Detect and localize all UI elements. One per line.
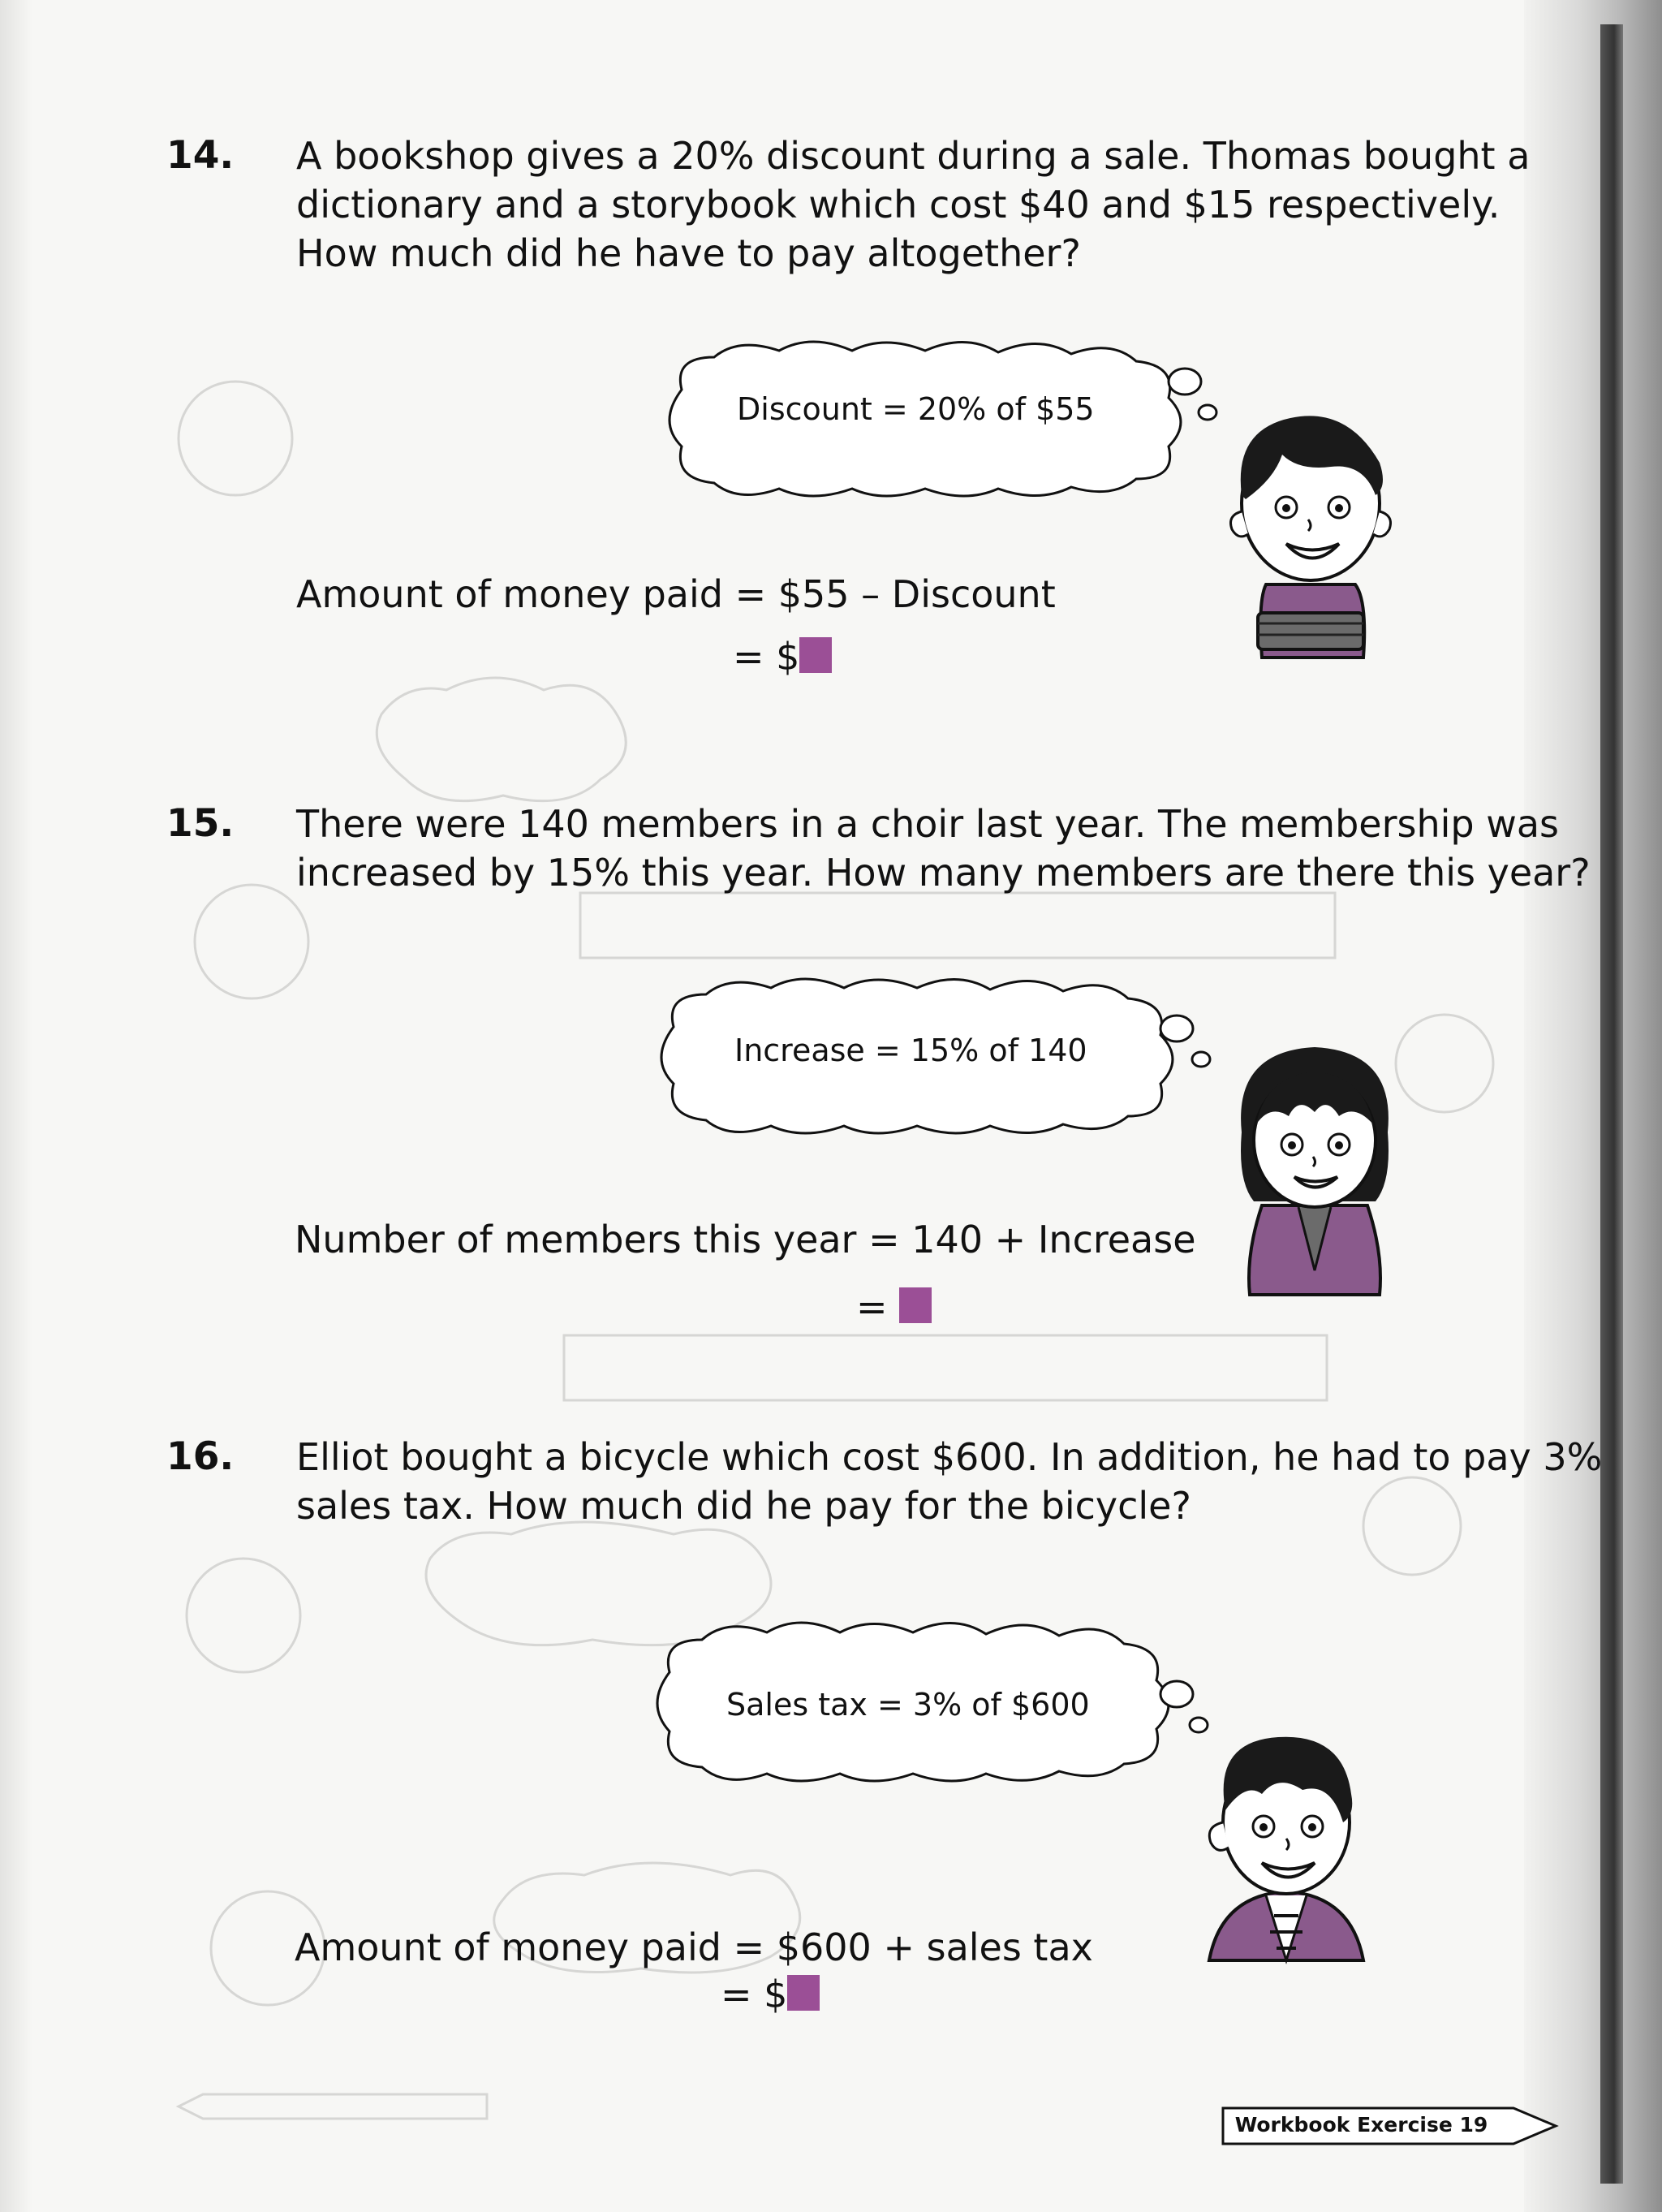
q15-number: 15. <box>166 801 235 846</box>
q16-equals-dollar: = $ <box>721 1973 788 2016</box>
workbook-exercise-label: Workbook Exercise 19 <box>1234 2113 1488 2137</box>
q16-answer-box[interactable] <box>787 1975 820 2011</box>
q16-work-line-1: Amount of money paid = $600 + sales tax <box>295 1925 1093 1969</box>
ghost-face-1 <box>179 382 292 495</box>
q15-bubble-text: Increase = 15% of 140 <box>734 1033 1087 1068</box>
q16-boy-illustration <box>1189 1717 1384 1968</box>
q14-text <box>296 132 1530 278</box>
ghost-bar-1 <box>580 893 1335 958</box>
q15-work-line-2 <box>856 1285 932 1329</box>
q16-line-1: Elliot bought a bicycle which cost $600. In addition, he had to pay 3% <box>296 1435 1603 1479</box>
q14-work-line-2 <box>733 635 832 679</box>
q14-bubble-text: Discount = 20% of $55 <box>737 391 1095 427</box>
q14-answer-box[interactable] <box>799 637 832 673</box>
q15-girl-illustration <box>1217 1027 1412 1303</box>
q15-text <box>296 800 1591 897</box>
ghost-tag <box>179 2094 487 2119</box>
q14-line-2: dictionary and a storybook which cost $40 and $15 respectively. <box>296 183 1501 226</box>
q16-bubble-text: Sales tax = 3% of $600 <box>726 1687 1090 1723</box>
q15-work-line-1: Number of members this year = 140 + Increase <box>295 1218 1196 1261</box>
q16-line-2: sales tax. How much did he pay for the bicycle? <box>296 1484 1191 1528</box>
q14-work-line-1: Amount of money paid = $55 – Discount <box>296 572 1056 616</box>
q16-number: 16. <box>166 1434 235 1479</box>
q14-boy-illustration <box>1209 398 1412 666</box>
q15-answer-box[interactable] <box>899 1287 932 1323</box>
q14-equals-dollar: = $ <box>733 635 800 679</box>
q15-line-2: increased by 15% this year. How many members are there this year? <box>296 851 1591 895</box>
ghost-bubble-1 <box>377 678 626 801</box>
q14-number: 14. <box>166 133 235 178</box>
q14-line-1: A bookshop gives a 20% discount during a sale. Thomas bought a <box>296 134 1531 178</box>
q16-work-line-2 <box>721 1973 820 2016</box>
q16-text <box>296 1433 1602 1530</box>
ghost-face-3 <box>187 1559 300 1672</box>
ghost-bar-2 <box>564 1335 1327 1400</box>
ghost-face-2 <box>195 885 308 998</box>
q15-equals: = <box>856 1285 888 1329</box>
q14-line-3: How much did he have to pay altogether? <box>296 231 1081 275</box>
q15-line-1: There were 140 members in a choir last year. The membership was <box>296 802 1559 846</box>
